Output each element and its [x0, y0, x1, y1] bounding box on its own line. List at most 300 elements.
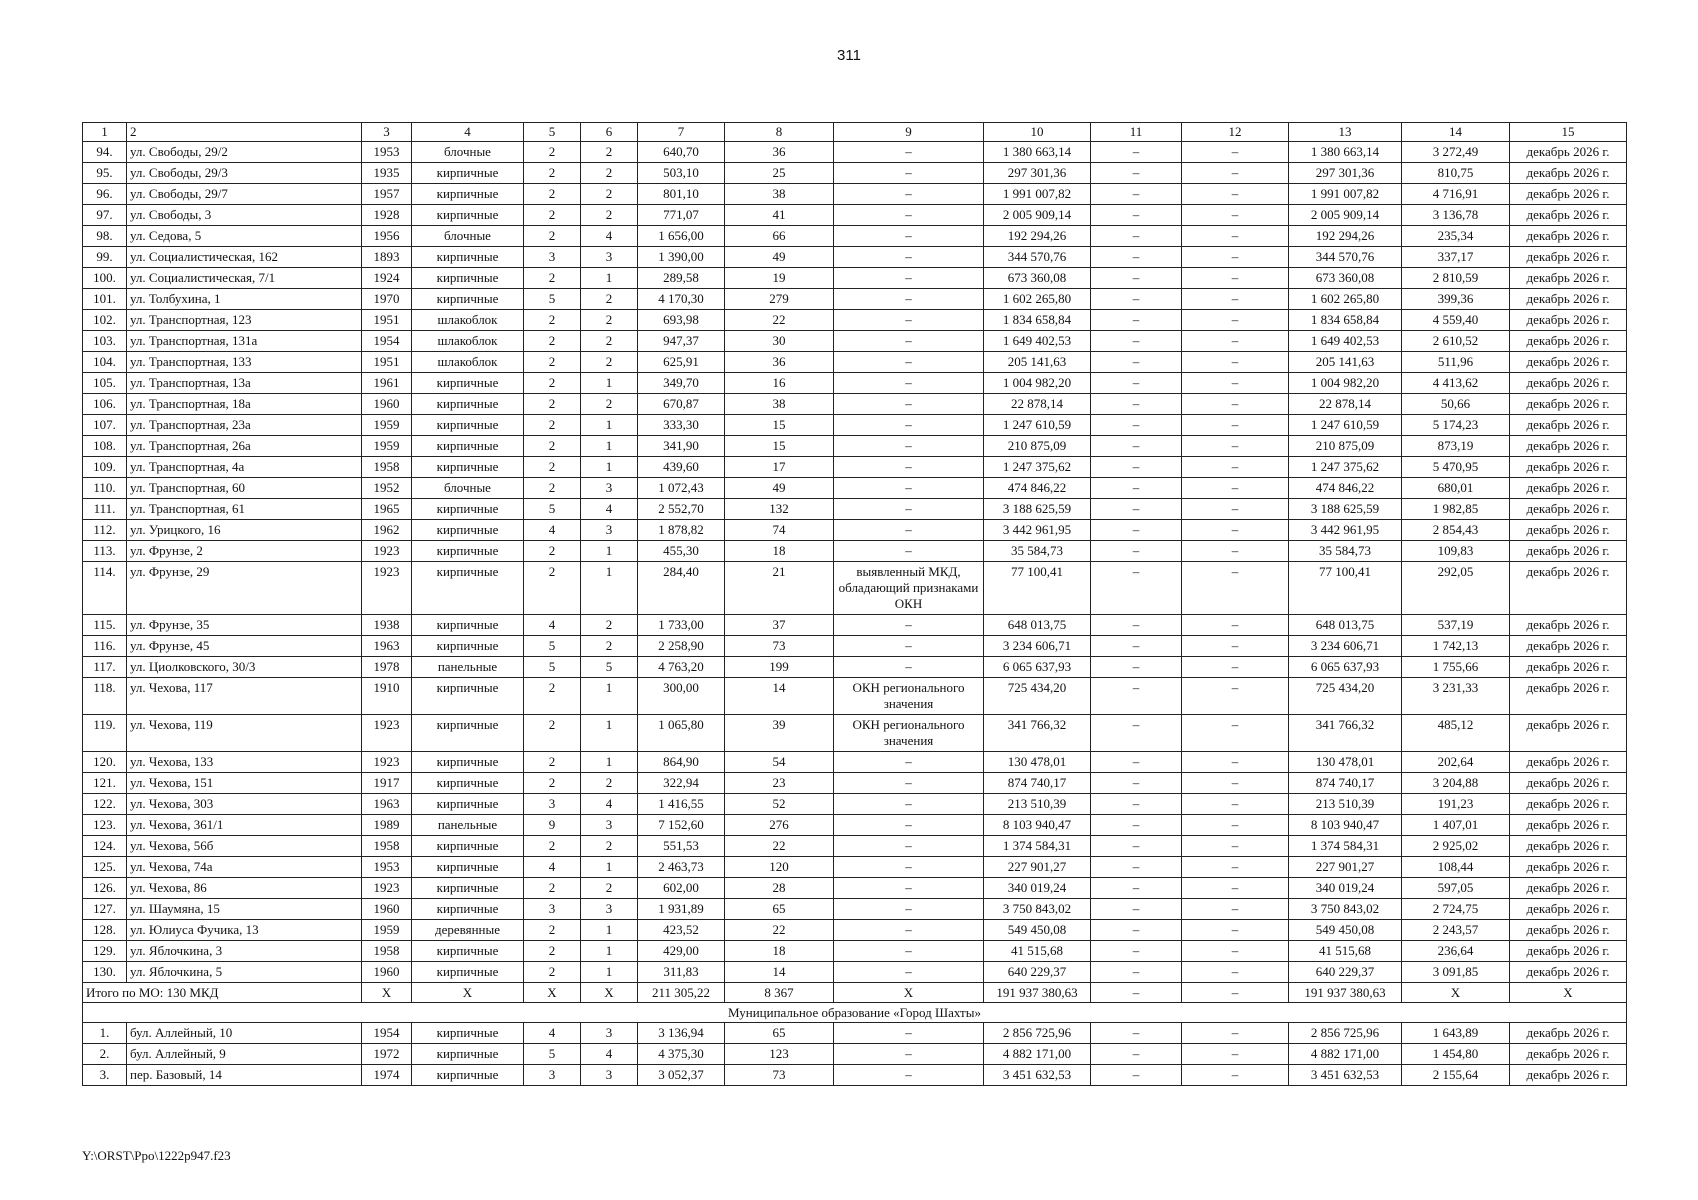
table-cell: ул. Транспортная, 18а	[127, 394, 362, 415]
table-row	[83, 415, 1627, 436]
table-cell: –	[834, 184, 984, 205]
table-cell: декабрь 2026 г.	[1510, 857, 1627, 878]
table-cell: ул. Чехова, 117	[127, 678, 362, 715]
table-cell: декабрь 2026 г.	[1510, 142, 1627, 163]
table-cell: 3	[524, 247, 581, 268]
table-cell: 1	[581, 715, 638, 752]
table-cell: декабрь 2026 г.	[1510, 752, 1627, 773]
table-cell: 65	[725, 1023, 834, 1044]
table-cell: –	[1091, 268, 1182, 289]
table-cell: выявленный МКД, обладающий признаками ОКН	[834, 562, 984, 615]
table-cell: 77 100,41	[1289, 562, 1402, 615]
table-cell: 1958	[362, 457, 412, 478]
table-row	[83, 184, 1627, 205]
table-cell: ул. Седова, 5	[127, 226, 362, 247]
table-cell: 1960	[362, 394, 412, 415]
table-cell: –	[1182, 352, 1289, 373]
table-cell: декабрь 2026 г.	[1510, 899, 1627, 920]
table-cell: –	[834, 415, 984, 436]
table-cell: 1	[581, 268, 638, 289]
table-cell: –	[834, 615, 984, 636]
table-cell: 1924	[362, 268, 412, 289]
table-cell: 1923	[362, 541, 412, 562]
table-cell: –	[834, 436, 984, 457]
table-cell: 11	[1091, 123, 1182, 142]
table-cell: 399,36	[1402, 289, 1510, 310]
table-cell: 128.	[83, 920, 127, 941]
table-cell: 2	[524, 415, 581, 436]
table-cell: 1935	[362, 163, 412, 184]
table-cell: 1961	[362, 373, 412, 394]
table-cell: 36	[725, 352, 834, 373]
table-cell: декабрь 2026 г.	[1510, 184, 1627, 205]
table-cell: 2 854,43	[1402, 520, 1510, 541]
table-cell: 1 004 982,20	[1289, 373, 1402, 394]
table-cell: декабрь 2026 г.	[1510, 163, 1627, 184]
table-cell: кирпичные	[412, 878, 524, 899]
table-cell: 3	[581, 1023, 638, 1044]
table-cell: декабрь 2026 г.	[1510, 415, 1627, 436]
table-cell: 423,52	[638, 920, 725, 941]
table-cell: ул. Транспортная, 23а	[127, 415, 362, 436]
table-cell: 2	[524, 920, 581, 941]
table-cell: –	[1091, 142, 1182, 163]
table-cell: –	[834, 142, 984, 163]
table-cell: 1959	[362, 436, 412, 457]
table-cell: 725 434,20	[1289, 678, 1402, 715]
table-cell: –	[834, 226, 984, 247]
total-cell: X	[1402, 983, 1510, 1003]
table-cell: 130 478,01	[984, 752, 1091, 773]
table-cell: –	[1091, 1023, 1182, 1044]
table-cell: –	[834, 268, 984, 289]
table-cell: –	[1091, 678, 1182, 715]
table-cell: шлакоблок	[412, 310, 524, 331]
table-body	[83, 123, 1627, 1086]
table-cell: 503,10	[638, 163, 725, 184]
table-cell: ул. Транспортная, 13а	[127, 373, 362, 394]
table-cell: 73	[725, 636, 834, 657]
table-cell: 119.	[83, 715, 127, 752]
table-cell: –	[1091, 184, 1182, 205]
table-cell: декабрь 2026 г.	[1510, 920, 1627, 941]
table-cell: 205 141,63	[984, 352, 1091, 373]
table-cell: –	[1182, 857, 1289, 878]
table-cell: панельные	[412, 657, 524, 678]
table-cell: 3 136,94	[638, 1023, 725, 1044]
table-cell: 38	[725, 394, 834, 415]
table-cell: 3	[581, 478, 638, 499]
table-cell: 349,70	[638, 373, 725, 394]
table-cell: декабрь 2026 г.	[1510, 541, 1627, 562]
table-cell: декабрь 2026 г.	[1510, 310, 1627, 331]
table-cell: панельные	[412, 815, 524, 836]
table-cell: –	[1182, 226, 1289, 247]
table-cell: 109.	[83, 457, 127, 478]
table-cell: 3 091,85	[1402, 962, 1510, 983]
table-cell: декабрь 2026 г.	[1510, 636, 1627, 657]
table-cell: –	[834, 773, 984, 794]
table-cell: 4	[581, 499, 638, 520]
table-cell: 322,94	[638, 773, 725, 794]
table-cell: –	[834, 352, 984, 373]
table-cell: 2 258,90	[638, 636, 725, 657]
table-cell: 14	[725, 962, 834, 983]
table-cell: –	[834, 1023, 984, 1044]
table-cell: кирпичные	[412, 184, 524, 205]
table-cell: 1959	[362, 920, 412, 941]
table-cell: 105.	[83, 373, 127, 394]
table-cell: кирпичные	[412, 636, 524, 657]
table-cell: 3 052,37	[638, 1065, 725, 1086]
table-cell: кирпичные	[412, 247, 524, 268]
table-cell: ул. Транспортная, 60	[127, 478, 362, 499]
table-cell: 1910	[362, 678, 412, 715]
table-cell: 2	[524, 773, 581, 794]
table-cell: –	[834, 163, 984, 184]
table-cell: декабрь 2026 г.	[1510, 289, 1627, 310]
table-cell: 8 103 940,47	[984, 815, 1091, 836]
table-cell: –	[1182, 815, 1289, 836]
table-cell: 284,40	[638, 562, 725, 615]
table-cell: –	[834, 1065, 984, 1086]
table-cell: 1958	[362, 941, 412, 962]
table-cell: –	[834, 857, 984, 878]
table-cell: декабрь 2026 г.	[1510, 678, 1627, 715]
table-cell: ул. Урицкого, 16	[127, 520, 362, 541]
table-cell: декабрь 2026 г.	[1510, 615, 1627, 636]
table-row	[83, 857, 1627, 878]
table-cell: 2	[581, 205, 638, 226]
table-cell: –	[834, 878, 984, 899]
table-cell: –	[834, 752, 984, 773]
table-cell: бул. Аллейный, 9	[127, 1044, 362, 1065]
table-cell: 2 856 725,96	[984, 1023, 1091, 1044]
table-cell: 1.	[83, 1023, 127, 1044]
table-cell: 2	[127, 123, 362, 142]
column-number-row	[83, 123, 1627, 142]
table-cell: кирпичные	[412, 752, 524, 773]
table-cell: –	[834, 247, 984, 268]
table-cell: 1 602 265,80	[984, 289, 1091, 310]
table-cell: 2	[524, 478, 581, 499]
table-cell: 1 390,00	[638, 247, 725, 268]
table-cell: 1	[581, 920, 638, 941]
table-cell: 77 100,41	[984, 562, 1091, 615]
table-cell: 25	[725, 163, 834, 184]
table-cell: 17	[725, 457, 834, 478]
table-cell: 1 247 375,62	[984, 457, 1091, 478]
table-cell: кирпичные	[412, 268, 524, 289]
table-cell: 673 360,08	[984, 268, 1091, 289]
table-cell: ул. Социалистическая, 162	[127, 247, 362, 268]
table-cell: 551,53	[638, 836, 725, 857]
table-row	[83, 1044, 1627, 1065]
table-cell: –	[1091, 657, 1182, 678]
table-cell: ул. Фрунзе, 29	[127, 562, 362, 615]
table-row	[83, 352, 1627, 373]
table-row	[83, 794, 1627, 815]
table-cell: 485,12	[1402, 715, 1510, 752]
table-cell: кирпичные	[412, 394, 524, 415]
table-cell: –	[834, 520, 984, 541]
table-cell: 3	[362, 123, 412, 142]
table-cell: ул. Чехова, 361/1	[127, 815, 362, 836]
table-cell: 1974	[362, 1065, 412, 1086]
table-cell: 1 247 610,59	[984, 415, 1091, 436]
table-cell: 1	[581, 373, 638, 394]
table-cell: 1953	[362, 857, 412, 878]
table-cell: 4	[524, 520, 581, 541]
table-row	[83, 499, 1627, 520]
table-cell: 49	[725, 247, 834, 268]
table-cell: 1963	[362, 636, 412, 657]
table-cell: бул. Аллейный, 10	[127, 1023, 362, 1044]
table-cell: 4	[581, 1044, 638, 1065]
table-cell: ул. Транспортная, 133	[127, 352, 362, 373]
table-cell: ул. Свободы, 29/7	[127, 184, 362, 205]
table-cell: 2	[581, 289, 638, 310]
table-cell: –	[1091, 436, 1182, 457]
table-cell: –	[1091, 373, 1182, 394]
table-cell: 6 065 637,93	[984, 657, 1091, 678]
table-cell: –	[834, 836, 984, 857]
table-row	[83, 920, 1627, 941]
table-cell: пер. Базовый, 14	[127, 1065, 362, 1086]
table-cell: 810,75	[1402, 163, 1510, 184]
table-cell: 8 103 940,47	[1289, 815, 1402, 836]
table-cell: кирпичные	[412, 715, 524, 752]
table-row	[83, 636, 1627, 657]
table-cell: –	[1182, 941, 1289, 962]
table-cell: 2	[524, 268, 581, 289]
table-cell: 474 846,22	[1289, 478, 1402, 499]
table-cell: 1951	[362, 352, 412, 373]
table-cell: 30	[725, 331, 834, 352]
table-cell: 1 247 375,62	[1289, 457, 1402, 478]
table-cell: 130 478,01	[1289, 752, 1402, 773]
table-cell: 41 515,68	[984, 941, 1091, 962]
table-cell: –	[834, 636, 984, 657]
table-cell: 22 878,14	[1289, 394, 1402, 415]
table-cell: 1 374 584,31	[984, 836, 1091, 857]
table-cell: 227 901,27	[984, 857, 1091, 878]
table-cell: 2 610,52	[1402, 331, 1510, 352]
table-cell: 3 451 632,53	[984, 1065, 1091, 1086]
table-cell: –	[834, 962, 984, 983]
table-cell: 1951	[362, 310, 412, 331]
table-cell: 94.	[83, 142, 127, 163]
table-cell: 1	[581, 415, 638, 436]
table-cell: кирпичные	[412, 562, 524, 615]
total-cell: X	[834, 983, 984, 1003]
table-cell: деревянные	[412, 920, 524, 941]
table-cell: декабрь 2026 г.	[1510, 499, 1627, 520]
table-row	[83, 678, 1627, 715]
table-cell: –	[1091, 899, 1182, 920]
table-cell: 947,37	[638, 331, 725, 352]
table-cell: 640 229,37	[1289, 962, 1402, 983]
table-cell: ОКН регионального значения	[834, 678, 984, 715]
total-cell: X	[362, 983, 412, 1003]
table-cell: 725 434,20	[984, 678, 1091, 715]
table-cell: 52	[725, 794, 834, 815]
table-cell: 1923	[362, 562, 412, 615]
table-cell: кирпичные	[412, 1065, 524, 1086]
table-cell: 3 234 606,71	[1289, 636, 1402, 657]
table-cell: 1 733,00	[638, 615, 725, 636]
table-cell: 2	[581, 310, 638, 331]
table-cell: 874 740,17	[1289, 773, 1402, 794]
table-cell: –	[1091, 520, 1182, 541]
table-row	[83, 815, 1627, 836]
table-cell: –	[1091, 562, 1182, 615]
table-cell: 129.	[83, 941, 127, 962]
table-cell: блочные	[412, 142, 524, 163]
table-cell: 1952	[362, 478, 412, 499]
table-cell: –	[834, 899, 984, 920]
table-cell: –	[1091, 815, 1182, 836]
table-cell: 117.	[83, 657, 127, 678]
table-cell: –	[1091, 247, 1182, 268]
table-cell: 864,90	[638, 752, 725, 773]
table-cell: 1	[581, 962, 638, 983]
table-cell: 3	[524, 899, 581, 920]
table-cell: 1	[581, 541, 638, 562]
table-cell: –	[834, 394, 984, 415]
table-cell: 4 882 171,00	[984, 1044, 1091, 1065]
table-cell: 1 834 658,84	[984, 310, 1091, 331]
table-cell: 1960	[362, 962, 412, 983]
table-cell: 22	[725, 920, 834, 941]
table-cell: кирпичные	[412, 899, 524, 920]
table-cell: 1	[581, 457, 638, 478]
table-cell: –	[834, 205, 984, 226]
table-cell: 9	[524, 815, 581, 836]
table-cell: 276	[725, 815, 834, 836]
table-cell: 15	[725, 415, 834, 436]
table-cell: 22 878,14	[984, 394, 1091, 415]
table-cell: декабрь 2026 г.	[1510, 878, 1627, 899]
table-cell: 1923	[362, 752, 412, 773]
table-cell: –	[1091, 962, 1182, 983]
table-cell: 28	[725, 878, 834, 899]
table-cell: ул. Чехова, 74а	[127, 857, 362, 878]
table-cell: –	[1182, 247, 1289, 268]
table-cell: 1962	[362, 520, 412, 541]
table-cell: 2 005 909,14	[1289, 205, 1402, 226]
table-cell: 3 750 843,02	[1289, 899, 1402, 920]
table-cell: 4 413,62	[1402, 373, 1510, 394]
table-cell: 1 374 584,31	[1289, 836, 1402, 857]
table-cell: –	[1091, 752, 1182, 773]
table-cell: 8	[725, 123, 834, 142]
table-cell: 15	[1510, 123, 1627, 142]
table-cell: декабрь 2026 г.	[1510, 352, 1627, 373]
table-cell: 2 463,73	[638, 857, 725, 878]
table-cell: 236,64	[1402, 941, 1510, 962]
table-cell: 16	[725, 373, 834, 394]
table-cell: 3	[581, 1065, 638, 1086]
table-cell: 344 570,76	[1289, 247, 1402, 268]
table-cell: –	[1091, 1044, 1182, 1065]
table-cell: 2	[581, 636, 638, 657]
table-cell: 2	[581, 331, 638, 352]
table-cell: 1 380 663,14	[1289, 142, 1402, 163]
table-cell: –	[1182, 1065, 1289, 1086]
table-cell: 2 005 909,14	[984, 205, 1091, 226]
table-cell: 511,96	[1402, 352, 1510, 373]
table-cell: 2.	[83, 1044, 127, 1065]
table-cell: 1956	[362, 226, 412, 247]
table-cell: 1	[581, 678, 638, 715]
table-cell: кирпичные	[412, 836, 524, 857]
table-cell: 2	[581, 142, 638, 163]
table-cell: ОКН регионального значения	[834, 715, 984, 752]
table-row	[83, 289, 1627, 310]
table-cell: 3 136,78	[1402, 205, 1510, 226]
table-cell: кирпичные	[412, 794, 524, 815]
table-cell: 210 875,09	[984, 436, 1091, 457]
table-cell: –	[834, 815, 984, 836]
table-cell: 297 301,36	[1289, 163, 1402, 184]
table-cell: 205 141,63	[1289, 352, 1402, 373]
table-cell: 192 294,26	[984, 226, 1091, 247]
table-cell: 1989	[362, 815, 412, 836]
table-cell: –	[1091, 636, 1182, 657]
table-cell: 4	[581, 226, 638, 247]
table-cell: 801,10	[638, 184, 725, 205]
table-cell: 95.	[83, 163, 127, 184]
table-cell: 9	[834, 123, 984, 142]
table-cell: 2	[524, 436, 581, 457]
table-cell: 4	[524, 615, 581, 636]
table-cell: декабрь 2026 г.	[1510, 457, 1627, 478]
table-cell: 2	[524, 310, 581, 331]
table-row	[83, 142, 1627, 163]
table-cell: 3 204,88	[1402, 773, 1510, 794]
table-cell: 1 065,80	[638, 715, 725, 752]
table-cell: кирпичные	[412, 205, 524, 226]
table-cell: кирпичные	[412, 163, 524, 184]
table-cell: 3	[581, 899, 638, 920]
table-cell: ул. Чехова, 133	[127, 752, 362, 773]
table-cell: 15	[725, 436, 834, 457]
table-cell: кирпичные	[412, 1023, 524, 1044]
table-cell: –	[1091, 226, 1182, 247]
table-row	[83, 478, 1627, 499]
table-cell: 1957	[362, 184, 412, 205]
table-cell: 111.	[83, 499, 127, 520]
table-cell: ул. Транспортная, 123	[127, 310, 362, 331]
table-cell: 2	[581, 878, 638, 899]
table-cell: 455,30	[638, 541, 725, 562]
table-cell: ул. Шаумяна, 15	[127, 899, 362, 920]
table-cell: кирпичные	[412, 678, 524, 715]
table-cell: 1972	[362, 1044, 412, 1065]
table-row	[83, 163, 1627, 184]
table-cell: –	[1182, 331, 1289, 352]
table-cell: 4 375,30	[638, 1044, 725, 1065]
table-cell: 4	[581, 794, 638, 815]
table-row	[83, 247, 1627, 268]
table-cell: –	[1182, 878, 1289, 899]
table-cell: 125.	[83, 857, 127, 878]
table-cell: декабрь 2026 г.	[1510, 205, 1627, 226]
table-cell: –	[1182, 478, 1289, 499]
table-cell: –	[1091, 878, 1182, 899]
table-cell: –	[1091, 352, 1182, 373]
